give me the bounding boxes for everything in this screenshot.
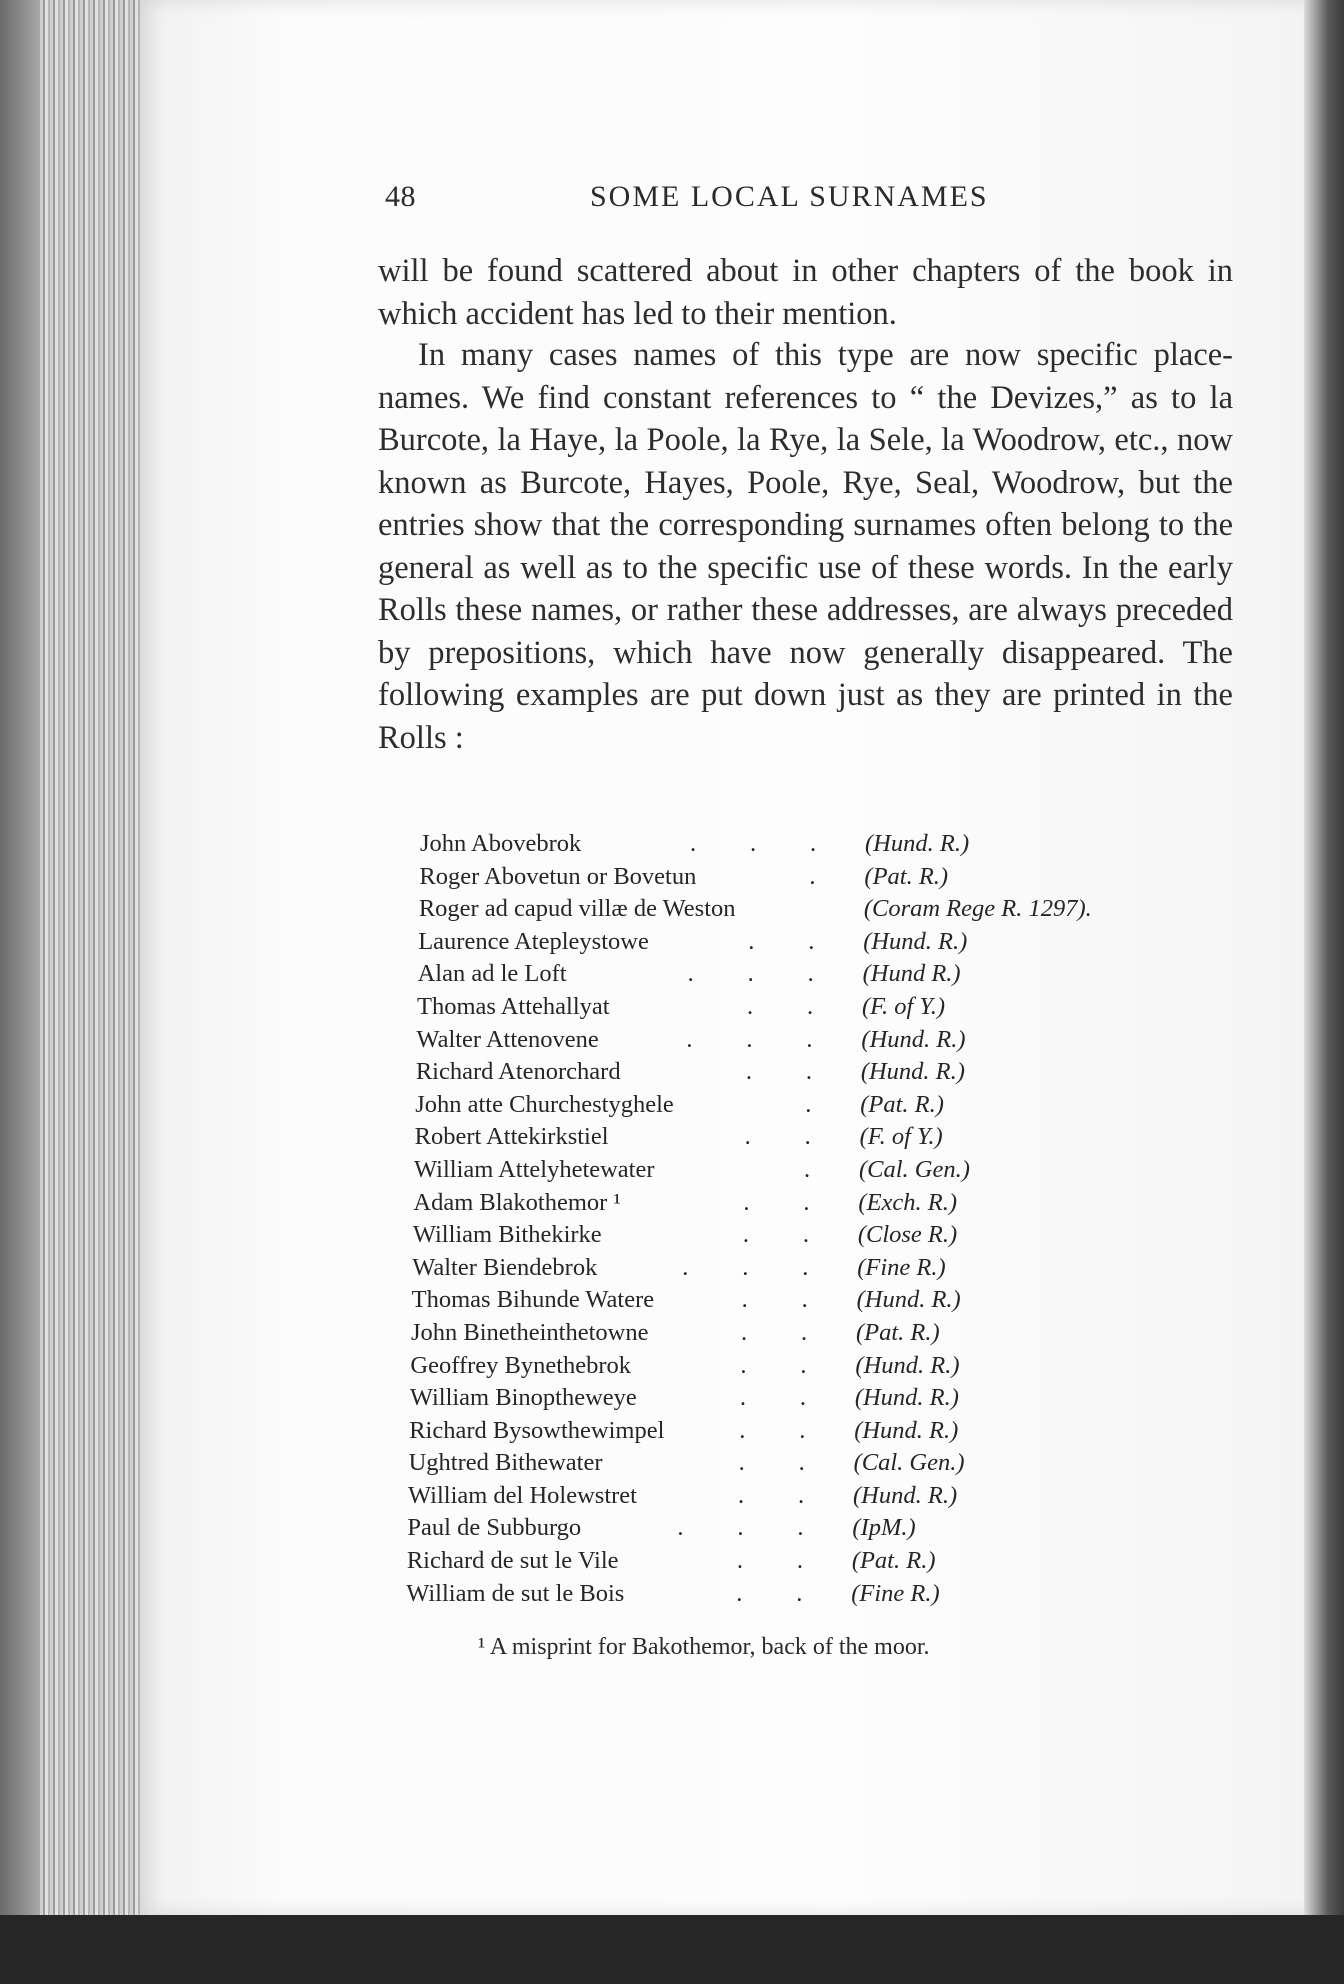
list-item: Paul de Subburgo . . . (IpM.) xyxy=(407,1512,1167,1545)
list-item: Robert Attekirkstiel . . (F. of Y.) xyxy=(415,1121,1175,1154)
roll-reference: (Cal. Gen.) xyxy=(853,1449,965,1477)
surname-entry: William Bithekirke xyxy=(412,1221,602,1249)
roll-reference: (Pat. R.) xyxy=(860,1090,944,1118)
book-spine-shadow xyxy=(0,0,40,1984)
surname-entry: Alan ad le Loft xyxy=(417,960,567,988)
roll-reference: (F. of Y.) xyxy=(862,992,946,1020)
surname-entry: Thomas Bihunde Watere xyxy=(411,1286,655,1314)
list-item: Laurence Atepleystowe . . (Hund. R.) xyxy=(418,926,1178,959)
list-item: William Bithekirke . . (Close R.) xyxy=(413,1219,1173,1252)
list-item: William del Holewstret . . (Hund. R.) xyxy=(408,1480,1168,1513)
surname-entry: William de sut le Bois xyxy=(406,1579,625,1607)
surname-entry: Geoffrey Bynethebrok xyxy=(410,1351,632,1379)
roll-reference: (Hund. R.) xyxy=(861,1025,966,1053)
surname-entry: Adam Blakothemor ¹ xyxy=(413,1188,621,1216)
roll-reference: (Hund. R.) xyxy=(856,1286,961,1314)
list-item: Ughtred Bithewater . . (Cal. Gen.) xyxy=(409,1447,1169,1480)
roll-reference: (IpM.) xyxy=(852,1514,916,1542)
paragraph-place-names: In many cases names of this type are now specific place-names. We find constant references to “ the Devizes,” as to la Burcote, la Haye, la Poole, la Rye, la Sele, la Woodrow, etc., now known as Burcote, Hayes, Poole, Rye, Seal, Woodrow, but the entries show that the corresponding surnames often belong to the general as well as to the specific use of these words. In the early Rolls these names, or rather these addresses, are always preceded by prepositions, which have now generally disappeared. The following examples are put down just as they are printed in the Rolls : xyxy=(378,337,1233,756)
list-item: Walter Biendebrok . . . (Fine R.) xyxy=(412,1252,1172,1285)
surname-entry: Ughtred Bithewater xyxy=(408,1449,603,1477)
roll-reference: (Cal. Gen.) xyxy=(859,1155,970,1183)
list-item: John atte Churchestyghele . (Pat. R.) xyxy=(415,1089,1175,1122)
list-item: Walter Attenovene . . . (Hund. R.) xyxy=(416,1024,1176,1057)
list-item: Richard Atenorchard . . (Hund. R.) xyxy=(416,1056,1176,1089)
surname-entry: William Attelyhetewater xyxy=(414,1155,655,1183)
surname-entry: Robert Attekirkstiel xyxy=(414,1123,609,1151)
roll-reference: (Coram Rege R. 1297). xyxy=(863,895,1092,923)
surname-entry: Paul de Subburgo xyxy=(407,1514,582,1542)
running-header xyxy=(385,180,1145,220)
surname-entry: Walter Attenovene xyxy=(416,1025,599,1053)
surname-entry: John atte Churchestyghele xyxy=(415,1090,674,1118)
bottom-background xyxy=(0,1915,1344,1984)
roll-reference: (Hund. R.) xyxy=(865,830,970,857)
surname-entry: Richard Atenorchard xyxy=(415,1058,621,1086)
list-item: Adam Blakothemor ¹ . . (Exch. R.) xyxy=(413,1187,1173,1220)
list-item: Thomas Bihunde Watere . . (Hund. R.) xyxy=(412,1284,1172,1317)
surname-entry: Richard Bysowthewimpel xyxy=(409,1416,665,1444)
surname-entry: Richard de sut le Vile xyxy=(406,1547,619,1575)
list-item: William Attelyhetewater . (Cal. Gen.) xyxy=(414,1154,1174,1187)
roll-reference: (F. of Y.) xyxy=(859,1123,943,1151)
surname-entry: William del Holewstret xyxy=(408,1481,637,1509)
roll-reference: (Pat. R.) xyxy=(864,862,949,890)
roll-reference: (Fine R.) xyxy=(851,1579,940,1607)
roll-reference: (Fine R.) xyxy=(857,1253,946,1281)
roll-reference: (Hund. R.) xyxy=(860,1058,965,1086)
list-item: John Binetheinthetowne . . (Pat. R.) xyxy=(411,1317,1171,1350)
roll-reference: (Hund R.) xyxy=(862,960,961,988)
list-item: Richard Bysowthewimpel . . (Hund. R.) xyxy=(409,1415,1169,1448)
roll-reference: (Pat. R.) xyxy=(851,1547,936,1575)
list-item: William de sut le Bois . . (Fine R.) xyxy=(406,1578,1166,1611)
page-number: 48 xyxy=(385,180,416,213)
running-title: SOME LOCAL SURNAMES xyxy=(590,180,989,213)
surname-examples-list xyxy=(406,828,1180,1610)
roll-reference: (Exch. R.) xyxy=(858,1188,958,1216)
surname-entry: Laurence Atepleystowe xyxy=(418,927,649,955)
roll-reference: (Hund. R.) xyxy=(854,1384,959,1412)
roll-reference: (Hund. R.) xyxy=(863,927,968,955)
list-item: Thomas Attehallyat . . (F. of Y.) xyxy=(417,991,1177,1024)
surname-entry: Roger ad capud villæ de Weston xyxy=(418,895,736,923)
list-item: William Binoptheweye . . (Hund. R.) xyxy=(410,1382,1170,1415)
surname-entry: Roger Abovetun or Bovetun xyxy=(419,862,697,890)
list-item: Richard de sut le Vile . . (Pat. R.) xyxy=(407,1545,1167,1578)
surname-entry: Walter Biendebrok xyxy=(412,1253,598,1281)
list-item: John Abovebrok . . . (Hund. R.) xyxy=(420,828,1180,861)
list-item: Roger Abovetun or Bovetun . (Pat. R.) xyxy=(419,861,1179,894)
surname-entry: John Abovebrok xyxy=(420,830,582,857)
roll-reference: (Pat. R.) xyxy=(856,1318,940,1346)
list-item: Alan ad le Loft . . . (Hund R.) xyxy=(418,958,1178,991)
list-item xyxy=(419,893,1179,926)
roll-reference: (Hund. R.) xyxy=(853,1481,958,1509)
surname-entry: Thomas Attehallyat xyxy=(417,992,610,1020)
roll-reference: (Hund. R.) xyxy=(854,1416,959,1444)
paragraph-continuation: will be found scattered about in other chapters of the book in which accident has led to their mention. xyxy=(378,253,1233,332)
surname-entry: William Binoptheweye xyxy=(409,1384,637,1412)
roll-reference: (Close R.) xyxy=(857,1221,958,1249)
right-page-shadow xyxy=(1304,0,1344,1984)
roll-reference: (Hund. R.) xyxy=(855,1351,960,1379)
footnote: ¹ A misprint for Bakothemor, back of the moor. xyxy=(478,1634,930,1660)
surname-entry: John Binetheinthetowne xyxy=(411,1318,649,1346)
list-item: Geoffrey Bynethebrok . . (Hund. R.) xyxy=(410,1350,1170,1383)
